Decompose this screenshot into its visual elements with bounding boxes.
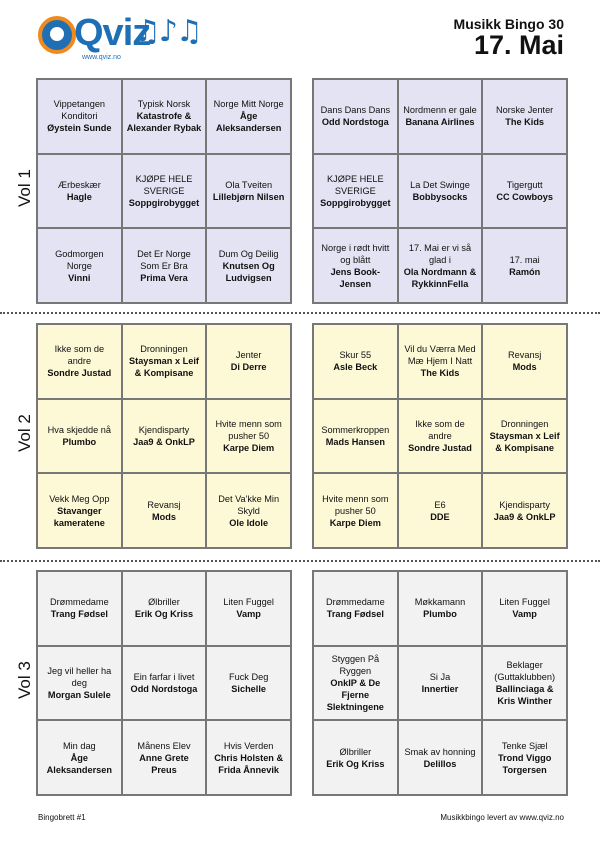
bingo-cell[interactable] bbox=[38, 721, 121, 794]
music-notes-icon: ♫♪♫ bbox=[134, 14, 201, 49]
bingo-cell[interactable] bbox=[207, 474, 290, 547]
page-subtitle: 17. Mai bbox=[473, 30, 564, 60]
song-artist: Sondre Justad bbox=[47, 368, 112, 379]
song-title: Tenke Sjæl bbox=[501, 740, 548, 751]
song-title: Hvite menn som pusher 50 bbox=[215, 418, 282, 441]
song-title: Jeg vil heller ha deg bbox=[47, 665, 112, 688]
bingo-cell[interactable] bbox=[483, 325, 566, 398]
bingo-cell[interactable] bbox=[207, 229, 290, 302]
bingo-cell[interactable] bbox=[399, 400, 482, 473]
bingo-cell[interactable] bbox=[314, 229, 397, 302]
bingo-cell[interactable] bbox=[483, 229, 566, 302]
song-title: Månens Elev bbox=[137, 740, 191, 751]
bingo-cell[interactable] bbox=[314, 474, 397, 547]
song-artist: Banana Airlines bbox=[405, 117, 475, 128]
song-artist: Odd Nordstoga bbox=[130, 683, 198, 694]
song-artist: Staysman x Leif & Kompisane bbox=[129, 356, 199, 379]
song-artist: Odd Nordstoga bbox=[321, 117, 389, 128]
bingo-cell[interactable] bbox=[314, 80, 397, 153]
song-artist: Prima Vera bbox=[140, 272, 188, 283]
bingo-cell[interactable] bbox=[483, 155, 566, 228]
song-artist: Vamp bbox=[512, 609, 537, 620]
bingo-cell[interactable] bbox=[483, 721, 566, 794]
bingo-cell[interactable] bbox=[207, 721, 290, 794]
song-artist: Innertier bbox=[421, 683, 459, 694]
logo-text: Qviz bbox=[74, 12, 151, 54]
bingo-cell[interactable] bbox=[38, 80, 121, 153]
bingo-cell[interactable] bbox=[123, 572, 206, 645]
vol-label: Vol 3 bbox=[15, 661, 34, 699]
song-artist: Bobbysocks bbox=[412, 191, 468, 202]
song-title: Dronningen bbox=[500, 418, 549, 429]
song-title: Vil du Værra Med Mæ Hjem I Natt bbox=[404, 344, 476, 367]
bingo-cell[interactable] bbox=[399, 155, 482, 228]
song-artist: Delillos bbox=[423, 758, 457, 769]
bingo-cell[interactable] bbox=[207, 80, 290, 153]
song-artist: Staysman x Leif & Kompisane bbox=[489, 430, 560, 453]
song-title: Norge Mitt Norge bbox=[213, 99, 284, 110]
song-title: Møkkamann bbox=[414, 597, 466, 608]
song-artist: Ole Idole bbox=[229, 517, 269, 528]
song-artist: Chris Holsten & Frida Ånnevik bbox=[214, 752, 284, 775]
vol-label: Vol 2 bbox=[15, 414, 34, 452]
song-title: Drømmedame bbox=[49, 597, 109, 608]
bingo-board bbox=[312, 570, 568, 796]
bingo-cell[interactable] bbox=[399, 474, 482, 547]
page-title: Musikk Bingo 30 bbox=[453, 16, 564, 32]
bingo-cell[interactable] bbox=[38, 572, 121, 645]
bingo-cell[interactable] bbox=[399, 647, 482, 720]
bingo-cell[interactable] bbox=[314, 325, 397, 398]
song-artist: Plumbo bbox=[423, 609, 457, 620]
bingo-cell[interactable] bbox=[399, 721, 482, 794]
song-artist: Mods bbox=[151, 511, 176, 522]
song-artist: OnkIP & De Fjerne Slektningene bbox=[326, 677, 384, 712]
song-title: Revansj bbox=[147, 499, 181, 510]
song-artist: Stavanger kameratene bbox=[53, 505, 105, 528]
song-artist: Asle Beck bbox=[333, 362, 378, 373]
bingo-cell[interactable] bbox=[123, 155, 206, 228]
song-artist: Vamp bbox=[236, 609, 261, 620]
bingo-cell[interactable] bbox=[483, 572, 566, 645]
song-artist: Mads Hansen bbox=[325, 436, 385, 447]
footer-credit: Musikkbingo levert av www.qviz.no bbox=[440, 813, 564, 822]
bingo-cell[interactable] bbox=[123, 229, 206, 302]
song-artist: Sichelle bbox=[231, 683, 267, 694]
bingo-cell[interactable] bbox=[123, 80, 206, 153]
song-title: Si Ja bbox=[429, 671, 451, 682]
song-artist: Åge Aleksandersen bbox=[215, 111, 282, 134]
bingo-cell[interactable] bbox=[314, 572, 397, 645]
song-title: Liten Fuggel bbox=[499, 597, 550, 608]
dotted-separator bbox=[0, 312, 600, 314]
song-artist: Trang Fødsel bbox=[50, 609, 108, 620]
song-title: Ikke som de andre bbox=[415, 418, 465, 441]
bingo-cell[interactable] bbox=[207, 647, 290, 720]
song-artist: Morgan Sulele bbox=[47, 689, 111, 700]
bingo-cell[interactable] bbox=[38, 400, 121, 473]
song-artist: Mods bbox=[512, 362, 537, 373]
song-title: Nordmenn er gale bbox=[403, 105, 477, 116]
song-title: 17. Mai er vi så glad i bbox=[408, 242, 472, 265]
bingo-board bbox=[36, 570, 292, 796]
bingo-cell[interactable] bbox=[399, 229, 482, 302]
song-artist: Åge Aleksandersen bbox=[46, 752, 113, 775]
song-artist: Katastrofe & Alexander Rybak bbox=[126, 111, 202, 134]
bingo-cell[interactable] bbox=[483, 647, 566, 720]
song-title: Ikke som de andre bbox=[54, 344, 105, 367]
bingo-cell[interactable] bbox=[38, 647, 121, 720]
song-title: Kjendisparty bbox=[138, 424, 190, 435]
song-artist: Jaa9 & OnkLP bbox=[133, 436, 195, 447]
song-artist: CC Cowboys bbox=[496, 191, 553, 202]
song-artist: The Kids bbox=[420, 368, 460, 379]
footer-board-number: Bingobrett #1 bbox=[38, 813, 86, 822]
song-artist: Trang Fødsel bbox=[326, 609, 384, 620]
magnifier-icon bbox=[38, 16, 76, 54]
bingo-cell[interactable] bbox=[399, 80, 482, 153]
bingo-cell[interactable] bbox=[123, 474, 206, 547]
song-artist: Di Derre bbox=[230, 362, 267, 373]
bingo-cell[interactable] bbox=[123, 647, 206, 720]
song-artist: Ramón bbox=[509, 266, 541, 277]
song-title: Fuck Deg bbox=[228, 671, 269, 682]
bingo-board bbox=[312, 78, 568, 304]
song-artist: Soppgirobygget bbox=[320, 197, 391, 208]
bingo-board bbox=[36, 323, 292, 549]
song-artist: Trond Viggo Torgersen bbox=[497, 752, 552, 775]
song-title: Hva skjedde nå bbox=[47, 424, 111, 435]
song-artist: The Kids bbox=[505, 117, 545, 128]
header bbox=[454, 16, 564, 58]
bingo-board bbox=[36, 78, 292, 304]
song-title: Ølbriller bbox=[148, 597, 180, 608]
song-title: La Det Swinge bbox=[410, 179, 470, 190]
bingo-cell[interactable] bbox=[483, 400, 566, 473]
bingo-cell[interactable] bbox=[314, 721, 397, 794]
song-artist: Soppgirobygget bbox=[128, 197, 200, 208]
song-title: Liten Fuggel bbox=[223, 597, 274, 608]
bingo-cell[interactable] bbox=[123, 721, 206, 794]
song-title: Det Er Norge Som Er Bra bbox=[137, 248, 191, 271]
song-title: Vippetangen Konditori bbox=[53, 99, 106, 122]
song-title: Hvis Verden bbox=[223, 740, 274, 751]
song-artist: Vinni bbox=[68, 272, 91, 283]
song-title: Ærbeskær bbox=[57, 179, 101, 190]
bingo-cell[interactable] bbox=[38, 229, 121, 302]
song-title: Dum Og Deilig bbox=[218, 248, 279, 259]
song-title: 17. mai bbox=[509, 254, 540, 265]
logo-url: www.qviz.no bbox=[82, 54, 121, 61]
song-artist: DDE bbox=[430, 511, 450, 522]
song-title: Smak av honning bbox=[404, 746, 476, 757]
song-title: Jenter bbox=[235, 350, 262, 361]
song-artist: Karpe Diem bbox=[223, 442, 275, 453]
song-artist: Anne Grete Preus bbox=[139, 752, 189, 775]
song-artist: Ballinciaga & Kris Winther bbox=[495, 683, 554, 706]
song-title: Vekk Meg Opp bbox=[49, 493, 110, 504]
song-artist: Knutsen Og Ludvigsen bbox=[222, 260, 275, 283]
song-title: Norske Jenter bbox=[496, 105, 554, 116]
song-title: Beklager (Guttaklubben) bbox=[494, 659, 556, 682]
bingo-cell[interactable] bbox=[123, 400, 206, 473]
song-title: Ola Tveiten bbox=[225, 179, 273, 190]
bingo-cell[interactable] bbox=[38, 155, 121, 228]
song-title: Norge i rødt hvitt og blått bbox=[321, 242, 390, 265]
song-title: Hvite menn som pusher 50 bbox=[322, 493, 389, 516]
song-title: Styggen På Ryggen bbox=[331, 653, 380, 676]
song-title: Ølbriller bbox=[339, 746, 372, 757]
vol-label: Vol 1 bbox=[15, 169, 34, 207]
song-artist: Plumbo bbox=[62, 436, 97, 447]
song-artist: Jaa9 & OnkLP bbox=[493, 511, 556, 522]
bingo-cell[interactable] bbox=[399, 572, 482, 645]
song-title: Drømmedame bbox=[325, 597, 385, 608]
bingo-cell[interactable] bbox=[207, 325, 290, 398]
song-title: Revansj bbox=[508, 350, 542, 361]
bingo-board bbox=[312, 323, 568, 549]
song-title: KJØPE HELE SVERIGE bbox=[326, 173, 384, 196]
bingo-cell[interactable] bbox=[38, 325, 121, 398]
song-title: Dronningen bbox=[140, 344, 188, 355]
song-title: Typisk Norsk bbox=[137, 99, 191, 110]
song-artist: Ola Nordmann & RykkinnFella bbox=[403, 266, 477, 289]
bingo-cell[interactable] bbox=[207, 400, 290, 473]
bingo-cell[interactable] bbox=[399, 325, 482, 398]
bingo-cell[interactable] bbox=[314, 400, 397, 473]
song-title: Sommerkroppen bbox=[321, 424, 390, 435]
song-artist: Hagle bbox=[66, 191, 92, 202]
song-title: Dans Dans Dans bbox=[320, 105, 391, 116]
song-artist: Jens Book-Jensen bbox=[330, 266, 381, 289]
song-title: Tigergutt bbox=[506, 179, 543, 190]
song-artist: Erik Og Kriss bbox=[134, 609, 194, 620]
song-artist: Sondre Justad bbox=[408, 442, 472, 453]
bingo-cell[interactable] bbox=[483, 474, 566, 547]
song-title: KJØPE HELE SVERIGE bbox=[135, 173, 193, 196]
song-title: Godmorgen Norge bbox=[55, 248, 104, 271]
song-artist: Erik Og Kriss bbox=[326, 758, 385, 769]
bingo-cell[interactable] bbox=[314, 155, 397, 228]
song-title: Min dag bbox=[62, 740, 96, 751]
song-title: E6 bbox=[434, 499, 446, 510]
song-title: Det Va'kke Min Skyld bbox=[218, 493, 280, 516]
dotted-separator bbox=[0, 560, 600, 562]
song-title: Ein farfar i livet bbox=[133, 671, 195, 682]
bingo-cell[interactable] bbox=[38, 474, 121, 547]
song-title: Kjendisparty bbox=[499, 499, 550, 510]
bingo-cell[interactable] bbox=[207, 572, 290, 645]
bingo-cell[interactable] bbox=[123, 325, 206, 398]
song-artist: Øystein Sunde bbox=[47, 123, 112, 134]
bingo-cell[interactable] bbox=[314, 647, 397, 720]
bingo-cell[interactable] bbox=[207, 155, 290, 228]
bingo-cell[interactable] bbox=[483, 80, 566, 153]
song-artist: Lillebjørn Nilsen bbox=[212, 191, 285, 202]
song-artist: Karpe Diem bbox=[329, 517, 381, 528]
song-title: Skur 55 bbox=[339, 350, 372, 361]
